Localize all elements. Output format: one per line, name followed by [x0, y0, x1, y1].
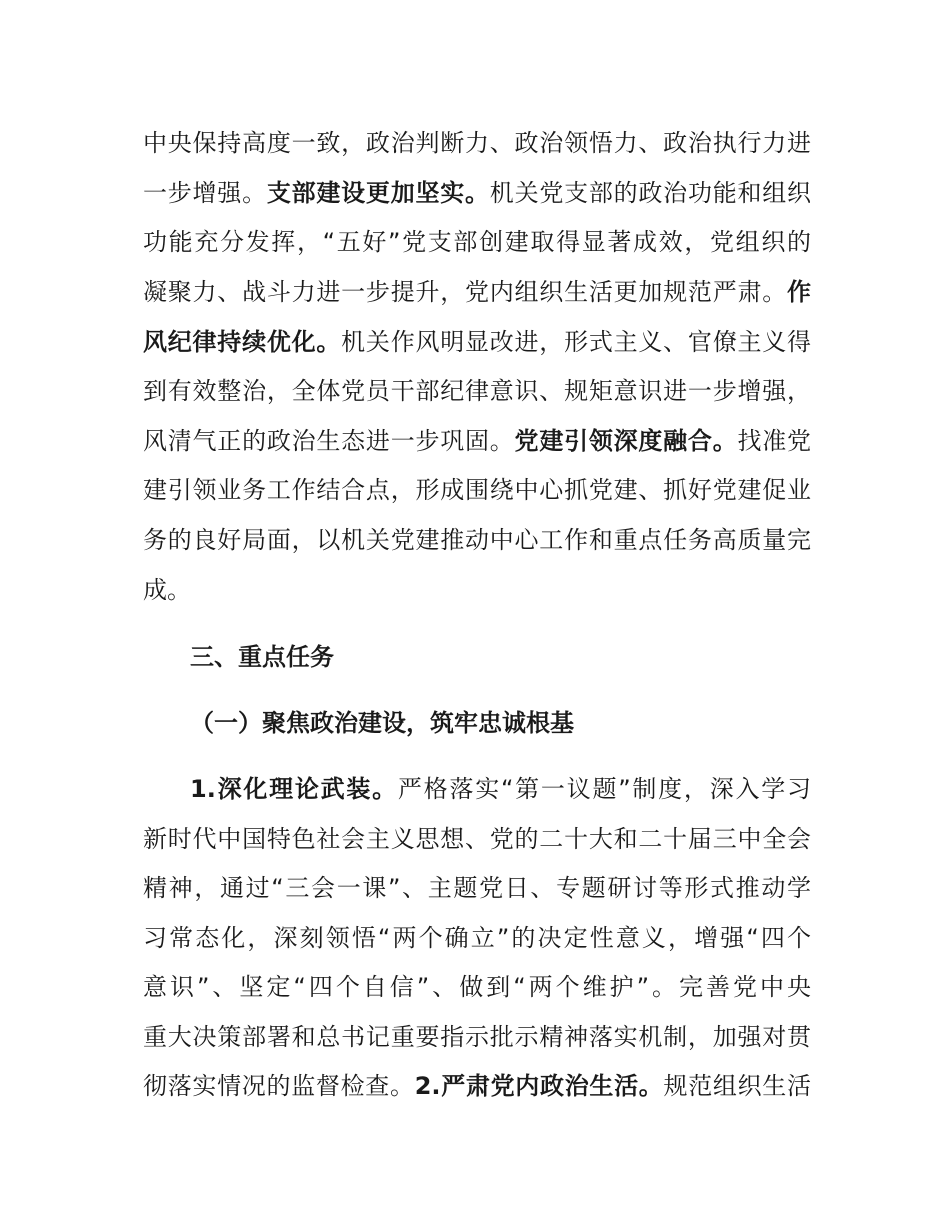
text: 成。: [143, 576, 191, 604]
section-heading: 三、重点任务: [190, 643, 334, 671]
text: 务的良好局面，以机关党建推动中心工作和重点任务高质量完: [143, 526, 811, 554]
text: 凝聚力、战斗力进一步提升，党内组织生活更加规范严肃。: [143, 278, 787, 306]
bold-lead-phrase: 作: [787, 278, 811, 306]
bold-lead-phrase: 2.严肃党内政治生活。: [414, 1072, 664, 1100]
text: 严格落实“第一议题”制度，深入学习: [397, 775, 811, 803]
text: 中央保持高度一致，政治判断力、政治领悟力、政治执行力进: [143, 129, 811, 157]
bold-lead-phrase: 1.深化理论武装。: [190, 775, 398, 803]
text: 功能充分发挥，“五好”党支部创建取得显著成效，党组织的: [143, 228, 811, 256]
text: 建引领业务工作结合点，形成围绕中心抓党建、抓好党建促业: [143, 476, 811, 504]
text: 一步增强。: [143, 179, 267, 207]
paragraph-line: [143, 127, 811, 159]
text: 精神，通过“三会一课”、主题党日、专题研讨等形式推动学: [143, 874, 811, 902]
text: 机关作风明显改进，形式主义、官僚主义得: [341, 328, 812, 356]
text: 重大决策部署和总书记重要指示批示精神落实机制，加强对贯: [143, 1023, 811, 1051]
text: 彻落实情况的监督检查。: [143, 1072, 415, 1100]
paragraph-line: [143, 326, 811, 358]
paragraph-line: [143, 1070, 811, 1102]
text: 习常态化，深刻领悟“两个确立”的决定性意义，增强“四个: [143, 924, 811, 952]
paragraph-line: [143, 574, 811, 606]
text: 意识”、坚定“四个自信”、做到“两个维护”。完善党中央: [143, 973, 811, 1001]
paragraph-line: [143, 1021, 811, 1053]
paragraph-line: [143, 922, 811, 954]
text: 机关党支部的政治功能和组织: [489, 179, 812, 207]
paragraph-line: [190, 773, 811, 805]
paragraph-line: [143, 524, 811, 556]
paragraph-line: [143, 474, 811, 506]
text: 规范组织生活: [663, 1072, 811, 1100]
paragraph-line: [143, 971, 811, 1003]
paragraph-line: [143, 872, 811, 904]
bold-lead-phrase: 支部建设更加坚实。: [266, 179, 490, 207]
paragraph-line: [143, 425, 811, 457]
text: 风清气正的政治生态进一步巩固。: [143, 427, 515, 455]
text: 到有效整治，全体党员干部纪律意识、规矩意识进一步增强，: [143, 377, 811, 405]
paragraph-line: [143, 823, 811, 855]
text: 找准党: [737, 427, 812, 455]
bold-lead-phrase: 党建引领深度融合。: [514, 427, 738, 455]
paragraph-line: [143, 226, 811, 258]
paragraph-line: [143, 177, 811, 209]
paragraph-line: [143, 276, 811, 308]
subsection-heading: （一）聚焦政治建设，筑牢忠诚根基: [190, 709, 574, 737]
paragraph-line: [143, 375, 811, 407]
text: 新时代中国特色社会主义思想、党的二十大和二十届三中全会: [143, 825, 811, 853]
bold-lead-phrase: 风纪律持续优化。: [143, 328, 342, 356]
